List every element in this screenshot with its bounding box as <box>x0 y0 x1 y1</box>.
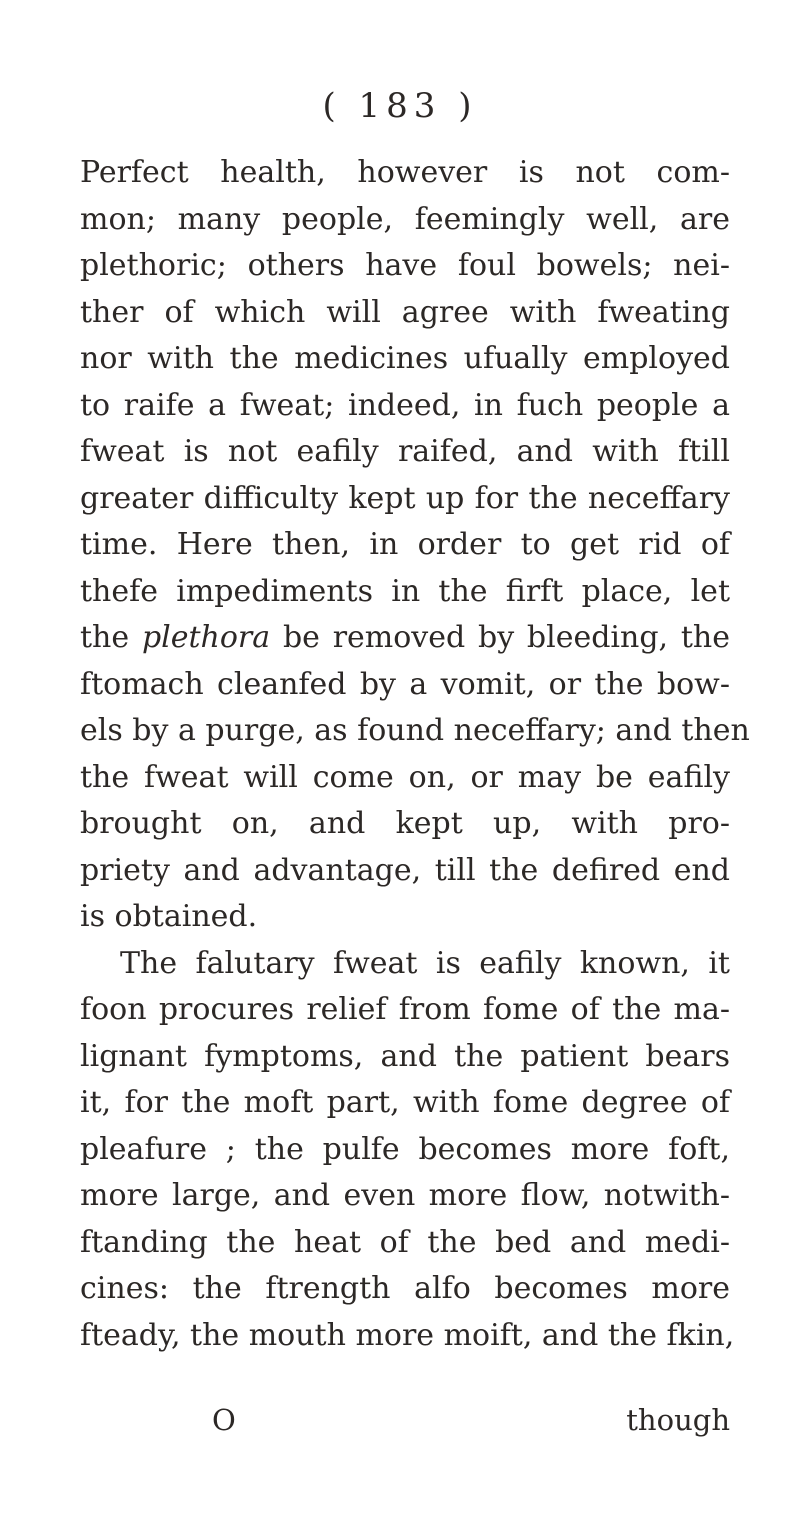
italic-term-plethora: plethora <box>141 620 271 655</box>
text-line: ftanding the heat of the bed and medi- <box>80 1224 730 1260</box>
page-number: ( 183 ) <box>322 86 478 126</box>
text-line: lignant fymptoms, and the patient bears <box>80 1038 730 1074</box>
text-line: cines: the ftrength alfo becomes more <box>80 1271 730 1306</box>
text-line: foon procures relief from fome of the ma- <box>80 992 730 1027</box>
text-line: the fweat will come on, or may be eafily <box>80 759 730 795</box>
text-line: priety and advantage, till the defired end <box>80 852 730 888</box>
body-text <box>80 150 750 1359</box>
text-line: fweat is not eafily raifed, and with ftill <box>80 434 730 469</box>
paragraph-start-line: The falutary fweat is eafily known, it <box>120 945 730 981</box>
text-fragment: be removed by bleeding, the <box>282 620 731 655</box>
text-line: Perfect health, however is not com- <box>80 155 730 190</box>
text-line: to raife a fweat; indeed, in fuch people a <box>80 387 730 423</box>
text-line: more large, and even more flow, notwith- <box>80 1178 730 1213</box>
text-line: brought on, and kept up, with pro- <box>80 806 730 841</box>
text-line: thefe impediments in the firft place, let <box>80 573 730 609</box>
text-line: fteady, the mouth more moift, and the fkin, <box>80 1317 735 1353</box>
catchword: though <box>626 1403 730 1437</box>
text-line: pleafure ; the pulfe becomes more foft, <box>80 1131 730 1167</box>
text-line: it, for the moft part, with fome degree of <box>80 1085 730 1120</box>
text-line: time. Here then, in order to get rid of <box>80 527 730 562</box>
text-line: ther of which will agree with fweating <box>80 294 730 330</box>
text-line <box>80 615 730 662</box>
signature-mark: O <box>212 1403 236 1437</box>
paragraph-end-line: is obtained. <box>80 899 258 934</box>
text-fragment: the <box>80 620 130 655</box>
text-line: ftomach cleanfed by a vomit, or the bow- <box>80 666 730 702</box>
text-line: mon; many people, feemingly well, are <box>80 201 730 237</box>
catchline <box>80 1397 730 1443</box>
text-line: nor with the medicines ufually employed <box>80 341 730 376</box>
text-line: plethoric; others have foul bowels; nei- <box>80 248 730 283</box>
text-line: greater difficulty kept up for the neceffary <box>80 480 730 516</box>
text-line: els by a purge, as found neceffary; and then <box>80 713 750 748</box>
